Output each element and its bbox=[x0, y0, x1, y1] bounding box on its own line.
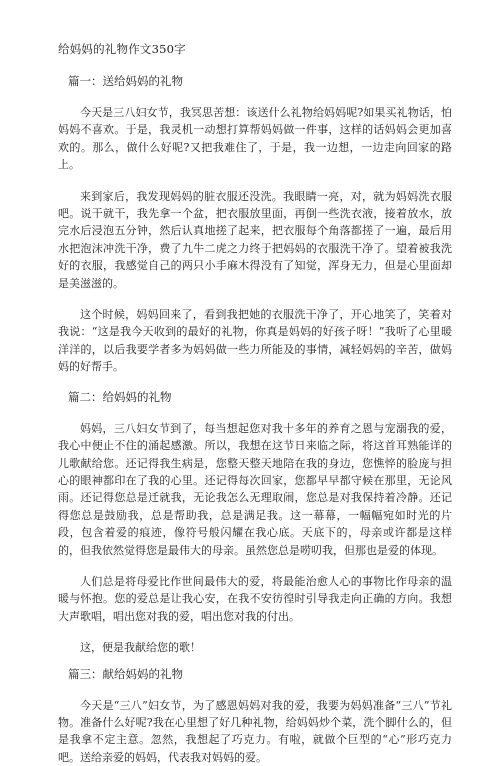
paragraph: 这个时候，妈妈回来了，看到我把她的衣服洗干净了，开心地笑了，笑着对我说：“这是我今天收到的最好的礼物，你真是妈妈的好孩子呀！”我听了心里暖洋洋的，以后我要学者多为妈妈做一些力所能及的事情，减轻妈妈的辛苦，做妈妈的好帮手。 bbox=[58, 308, 452, 374]
paragraph: 今天是“三八”妇女节，为了感恩妈妈对我的爱，我要为妈妈准备“三八”节礼物。准备什么好呢?我在心里想了好几种礼物，给妈妈炒个菜，洗个脚什么的，但是我拿不定主意。忽然，我想起了巧克力。有啦，就做个巨型的“心”形巧克力吧。送给亲爱的妈妈，代表我对妈妈的爱。 bbox=[58, 698, 452, 764]
section-two bbox=[58, 390, 452, 657]
section-heading: 篇三：献给妈妈的礼物 bbox=[68, 666, 183, 681]
paragraph: 妈妈，三八妇女节到了，每当想起您对我十多年的养育之恩与宠溺我的爱，我心中便止不住的涌起感激。所以，我想在这节日来临之际，将这首耳熟能详的儿歌献给您。还记得我生病是，您整天整天地陪在我的身边，您憔悴的脸庞与担心的眼神都印在了我的心里。还记得每次回家，您都早早都守候在那里，无论风雨。还记得您总是迁就我，无论我怎么无理取闹，您总是对我保持着冷静。还记得您总是鼓励我，总是帮助我，总是满足我。这一幕幕，一幅幅宛如时光的片段，包含着爱的痕迹，像符号般闪耀在我心底。天底下的，母亲或许都是这样的，但我依然觉得您是最伟大的母亲。虽然您总是唠叨我，但那也是爱的体现。 bbox=[58, 421, 452, 557]
paragraph: 今天是三八妇女节，我冥思苦想：该送什么礼物给妈妈呢?如果买礼物话，怕妈妈不喜欢。于是，我灵机一动想打算帮妈妈做一件事，这样的话妈妈会更加喜欢的。那么，做什么好呢?又把我难住了，于是，我一边想，一边走向回家的路上。 bbox=[58, 106, 452, 172]
paragraph: 这，便是我献给您的歌！ bbox=[80, 641, 201, 655]
section-three bbox=[58, 667, 452, 766]
paragraph: 来到家后，我发现妈妈的脏衣服还没洗。我眼睛一亮，对，就为妈妈洗衣服吧。说干就干，我先拿一个盆，把衣服放里面，再倒一些洗衣液，接着放水，放完水后浸泡五分钟，然后认真地搓了起来，把衣服每个角落都搓了一遍，最后用水把泡沫冲洗干净，费了九牛二虎之力终于把妈妈的衣服洗干净了。望着被我洗好的衣服，我感觉自己的两只小手麻木得没有了知觉，浑身无力，但是心里面却是美滋滋的。 bbox=[58, 189, 452, 290]
section-heading: 篇二：给妈妈的礼物 bbox=[68, 389, 172, 404]
section-heading: 篇一：送给妈妈的礼物 bbox=[68, 74, 183, 88]
document-title: 给妈妈的礼物作文350字 bbox=[58, 42, 186, 56]
paragraph: 人们总是将母爱比作世间最伟大的爱，将最能治愈人心的事物比作母亲的温暖与怀抱。您的爱总是让我心安，在我不安彷徨时引导我走向正确的方向。我想大声歌唱，唱出您对我的爱，唱出您对我的付出。 bbox=[58, 574, 452, 623]
section-one bbox=[58, 74, 452, 376]
